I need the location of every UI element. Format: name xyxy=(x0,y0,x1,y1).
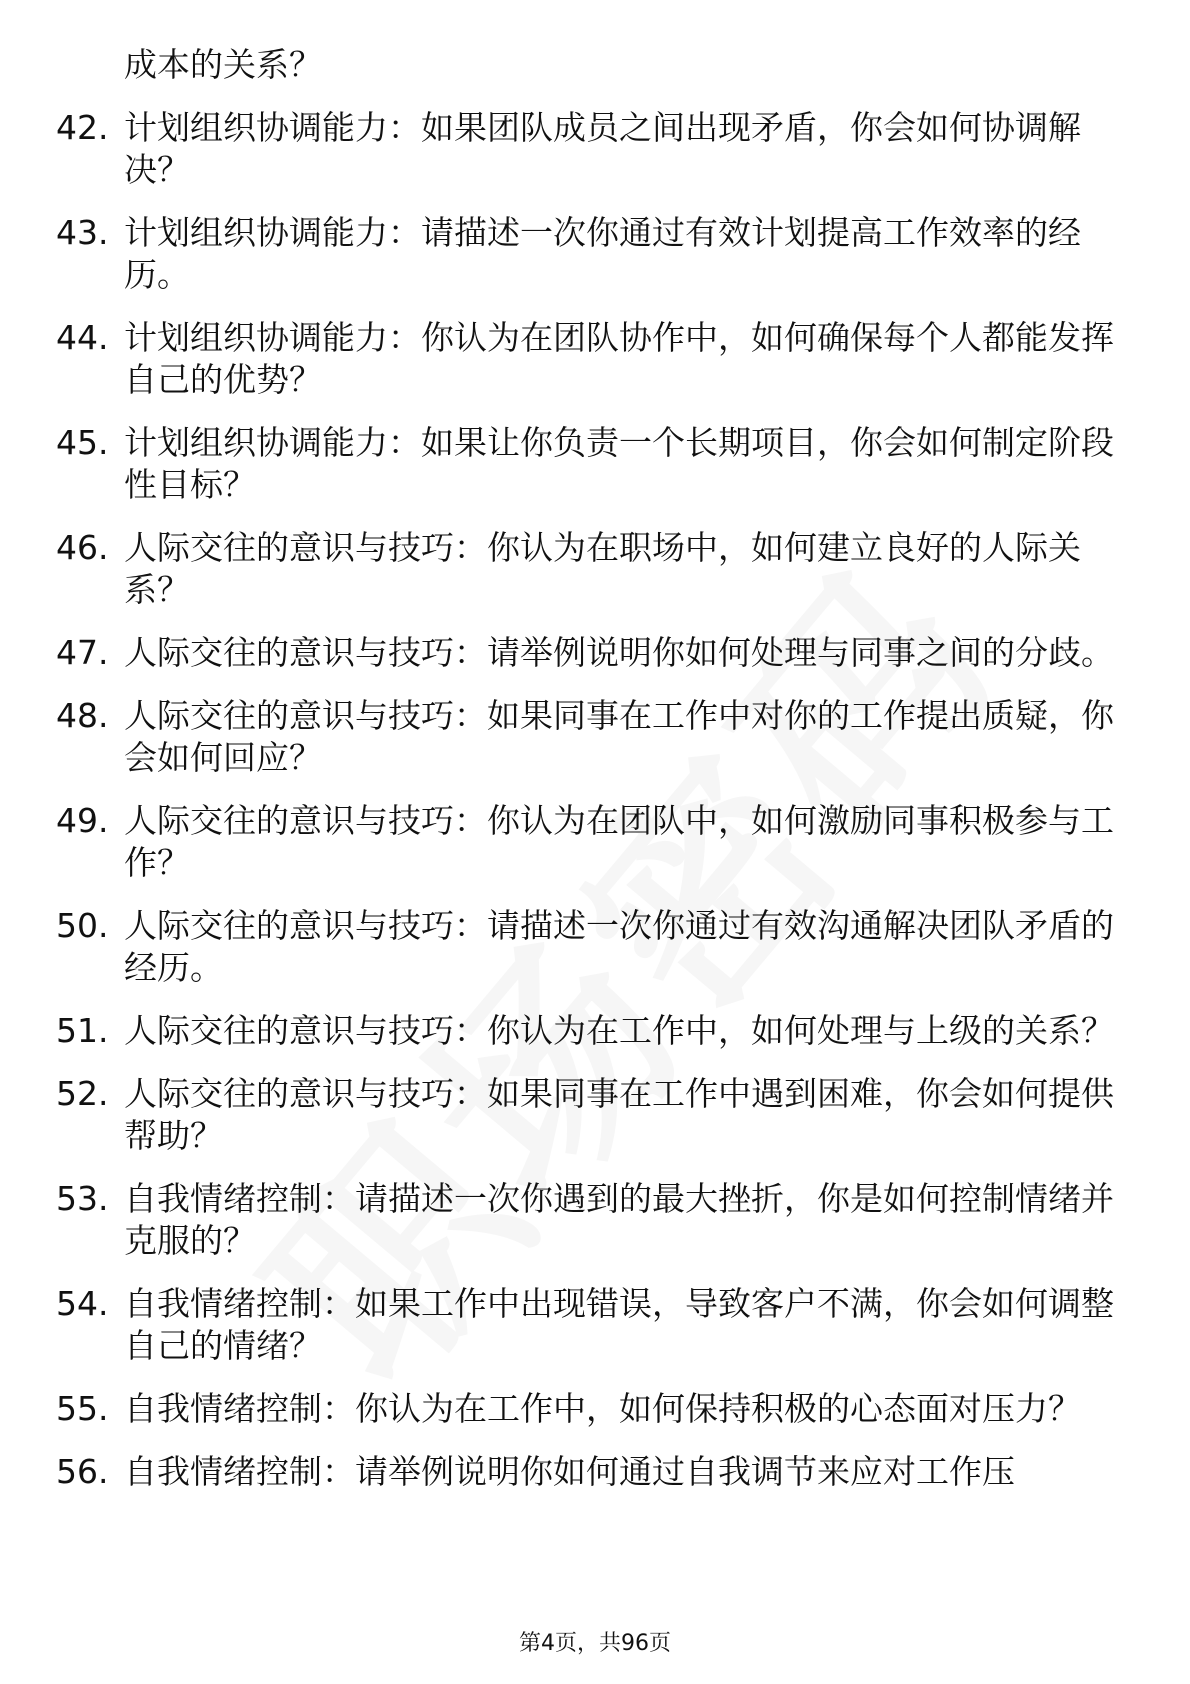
question-text: 自我情绪控制：如果工作中出现错误，导致客户不满，你会如何调整自己的情绪？ xyxy=(124,1284,1114,1365)
question-number: 45. xyxy=(56,423,109,462)
list-item xyxy=(56,695,1116,779)
question-text: 人际交往的意识与技巧：请举例说明你如何处理与同事之间的分歧。 xyxy=(124,633,1114,672)
question-list xyxy=(56,107,1116,1493)
list-item xyxy=(56,1073,1116,1157)
question-number: 56. xyxy=(56,1452,109,1491)
question-text: 人际交往的意识与技巧：你认为在工作中，如何处理与上级的关系？ xyxy=(124,1011,1114,1050)
continuation-text: 成本的关系？ xyxy=(124,45,322,84)
list-item xyxy=(56,800,1116,884)
list-item xyxy=(56,1178,1116,1262)
question-text: 计划组织协调能力：如果让你负责一个长期项目，你会如何制定阶段性目标？ xyxy=(124,423,1114,504)
question-number: 51. xyxy=(56,1011,109,1050)
question-number: 53. xyxy=(56,1179,109,1218)
list-item xyxy=(56,1010,1116,1052)
question-number: 47. xyxy=(56,633,109,672)
question-text: 人际交往的意识与技巧：如果同事在工作中遇到困难，你会如何提供帮助？ xyxy=(124,1074,1114,1155)
question-content xyxy=(56,44,1116,1514)
list-item xyxy=(56,212,1116,296)
list-item xyxy=(56,107,1116,191)
question-number: 52. xyxy=(56,1074,109,1113)
list-item xyxy=(56,422,1116,506)
question-text: 人际交往的意识与技巧：请描述一次你通过有效沟通解决团队矛盾的经历。 xyxy=(124,906,1114,987)
question-text: 自我情绪控制：请举例说明你如何通过自我调节来应对工作压 xyxy=(124,1452,1015,1491)
question-text: 自我情绪控制：请描述一次你遇到的最大挫折，你是如何控制情绪并克服的？ xyxy=(124,1179,1114,1260)
question-number: 48. xyxy=(56,696,109,735)
question-text: 人际交往的意识与技巧：你认为在职场中，如何建立良好的人际关系？ xyxy=(124,528,1081,609)
question-text: 计划组织协调能力：如果团队成员之间出现矛盾，你会如何协调解决？ xyxy=(124,108,1081,189)
question-number: 44. xyxy=(56,318,109,357)
list-item xyxy=(56,527,1116,611)
question-number: 46. xyxy=(56,528,109,567)
question-text: 人际交往的意识与技巧：你认为在团队中，如何激励同事积极参与工作？ xyxy=(124,801,1114,882)
question-number: 43. xyxy=(56,213,109,252)
question-number: 55. xyxy=(56,1389,109,1428)
question-text: 计划组织协调能力：请描述一次你通过有效计划提高工作效率的经历。 xyxy=(124,213,1081,294)
list-item xyxy=(56,1283,1116,1367)
page-footer: 第4页，共96页 xyxy=(519,1631,671,1656)
list-item xyxy=(56,905,1116,989)
list-item xyxy=(56,317,1116,401)
question-number: 54. xyxy=(56,1284,109,1323)
list-item xyxy=(56,1451,1116,1493)
question-number: 49. xyxy=(56,801,109,840)
list-item xyxy=(56,632,1116,674)
list-item xyxy=(56,1388,1116,1430)
question-number: 42. xyxy=(56,108,109,147)
question-text: 自我情绪控制：你认为在工作中，如何保持积极的心态面对压力？ xyxy=(124,1389,1081,1428)
question-number: 50. xyxy=(56,906,109,945)
question-text: 计划组织协调能力：你认为在团队协作中，如何确保每个人都能发挥自己的优势？ xyxy=(124,318,1114,399)
question-text: 人际交往的意识与技巧：如果同事在工作中对你的工作提出质疑，你会如何回应？ xyxy=(124,696,1114,777)
